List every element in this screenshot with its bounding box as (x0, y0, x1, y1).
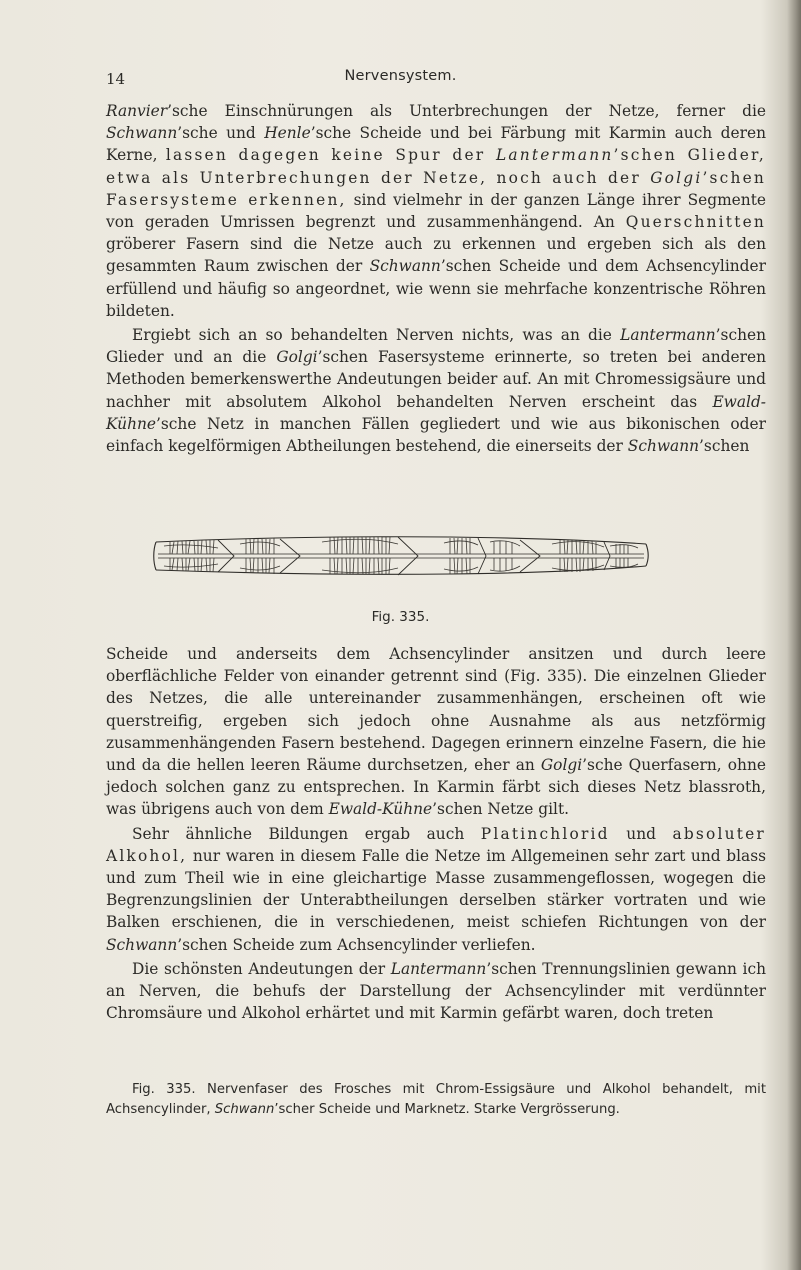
body-text-top (106, 100, 766, 457)
text-span: ’schen Glieder und an die (106, 326, 766, 367)
paragraph-1 (106, 100, 766, 322)
text-span: ’sche Netz in manchen Fällen gegliedert und wie aus bikonischen oder einfach kegelförmigen Abtheilungen bestehend, die einerseits der (106, 414, 766, 456)
spaced-text: absoluter Alkohol, (106, 824, 766, 865)
text-span: gröberer Fasern sind die Netze auch zu erkennen und ergeben sich als den gesammten Raum zwischen der (106, 235, 766, 276)
spaced-text: Querschnitten (625, 213, 766, 232)
name-golgi: Golgi (540, 756, 583, 775)
name-golgi: Golgi (650, 168, 703, 187)
figure-caption (106, 1080, 766, 1120)
text-span: ’scher Scheide und Marknetz. Starke Vergrösserung. (274, 1102, 620, 1117)
name-lantermann: Lantermann (495, 146, 614, 165)
text-span: Sehr ähnliche Bildungen ergab auch (132, 824, 481, 843)
text-span: ’sche Querfasern, ohne jedoch solchen ganz zu entsprechen. In Karmin färbt sich dieses Netz blassroth, was übrigens auch von dem (106, 756, 766, 819)
page-header (0, 62, 801, 92)
name-ranvier: Ranvier (106, 102, 168, 120)
text-span: sind vielmehr in der ganzen Länge ihrer Segmente von geraden Umrissen begrenzt und zusammenhängend. An (106, 190, 767, 232)
text-span: Ergiebt sich an so behandelten Nerven nichts, was an die (132, 326, 621, 345)
caption-text (106, 1080, 766, 1120)
figure-label: Fig. 335. (371, 609, 430, 625)
text-span: ’schen Fasersysteme erinnerte, so treten bei anderen Methoden bemerkenswerthe Andeutungen beider auf. An mit Chromessigsäure und nachher mit absolutem Alkohol behandelten Nerven erscheint das (106, 348, 766, 411)
spaced-text: Platinchlorid (480, 824, 610, 843)
name-ewald-kuehne: Ewald-Kühne (106, 392, 766, 433)
text-span: Scheide und anderseits dem Achsencylinder ansitzen und durch leere oberflächliche Felder von einander getrennt sind (Fig. 335). Die einzelnen Glieder des Netzes, die alle untereinander zusammenhängen, erscheinen oft wie querstreifig, ergeben sich jedoch ohne Ausnahme als aus netzförmig zusammenhängenden Fasern bestehend. Dagegen erinnern einzelne Fasern, die hie und da die hellen leeren Räume durchsetzen, eher an (106, 645, 766, 775)
running-head: Nervensystem. (344, 68, 457, 84)
text-span: Fig. 335. Nervenfaser des Frosches mit Chrom-Essigsäure und Alkohol behandelt, mit Achsencylinder, (106, 1082, 766, 1117)
name-schwann: Schwann (627, 437, 700, 456)
text-span: ’schen (699, 437, 750, 456)
paragraph-2 (106, 324, 766, 457)
page-edge-shadow (787, 0, 801, 1270)
text-span: Die schönsten Andeutungen der (132, 959, 391, 978)
name-schwann: Schwann (106, 124, 178, 143)
name-schwann: Schwann (369, 257, 441, 276)
figure-335-illustration (150, 526, 650, 584)
text-span: ’schen Scheide und dem Achsencylinder erfüllend und häufig so angeordnet, wie wenn sie mehrfache konzentrische Röhren bildeten. (106, 257, 766, 320)
body-text-bottom (106, 643, 766, 1024)
text-span: und (609, 824, 673, 843)
page-number: 14 (106, 70, 126, 88)
text-span: ’sche und (177, 124, 265, 143)
text-span: ’sche Scheide und bei Färbung mit Karmin auch deren Kerne, (106, 124, 766, 165)
name-golgi: Golgi (276, 348, 318, 367)
paragraph-3 (106, 643, 766, 821)
spaced-text: ’schen Fasersysteme erkennen, (106, 168, 766, 209)
name-ewald-kuehne: Ewald-Kühne (328, 800, 433, 819)
paragraph-4 (106, 823, 766, 956)
name-henle: Henle (264, 124, 311, 143)
text-span: ’sche Einschnürungen als Unterbrechungen der Netze, ferner die (167, 102, 766, 120)
spaced-text: lassen dagegen keine Spur der (165, 146, 496, 165)
text-span: ’schen Scheide zum Achsencylinder verliefen. (177, 935, 536, 954)
name-lantermann: Lantermann (620, 326, 716, 345)
spaced-text: ’schen Glieder, etwa als Unterbrechungen der Netze, noch auch der (106, 146, 766, 187)
name-lantermann: Lantermann (390, 959, 487, 978)
name-schwann: Schwann (214, 1102, 275, 1117)
text-span: ’schen Trennungslinien gewann ich an Nerven, die behufs der Darstellung der Achsencylinder mit verdünnter Chromsäure und Alkohol erhärtet und mit Karmin gefärbt waren, doch treten (106, 959, 766, 1023)
text-span: ’schen Netze gilt. (432, 800, 570, 819)
name-schwann: Schwann (106, 935, 178, 954)
paragraph-5 (106, 958, 766, 1025)
text-span: nur waren in diesem Falle die Netze im Allgemeinen sehr zart und blass und zum Theil wie in eine gleichartige Masse zusammengeflossen, wogegen die Begrenzungslinien der Unterabtheilungen derselben stärker vortraten und wie Balken erschienen, die in verschiedenen, meist schiefen Richtungen von der (106, 846, 766, 932)
